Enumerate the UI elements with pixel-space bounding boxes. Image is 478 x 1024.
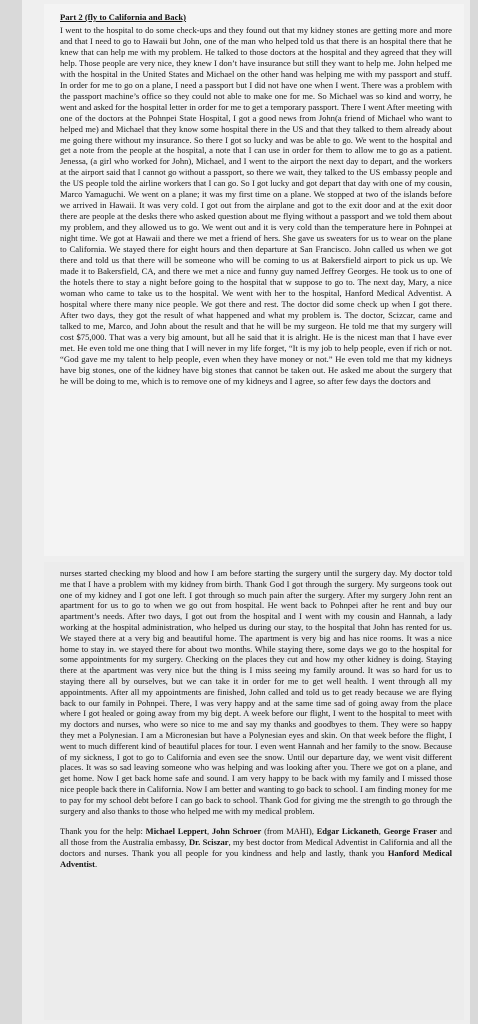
paragraph-2: nurses started checking my blood and how I am before starting the surgery until the surgery day. My doctor told me that I have a problem with my kidney from birth. Thank God I got through the surgery. My surgeons took out one of my kidney and I got one left. I got through so much pain after the surgery. After my surgery John rent an apartment for us to go to when we go out from hospital. He went back to Pohnpei after he rent and buy our apartment’s needs. After two days, I got out from the hospital and I went with my cousin and Hannah, a lady working at the hospital administration, who helped us during our stay, to the hospital that John has rented for us. We stayed there at a very big and beautiful home. The apartment is very big and has nice rooms. It was a nice home to stay in. we stayed there for about two months. While staying there, some days we go to the hospital for some appointments for my surgery. Checking on the places they cut and how my other kidney is doing. Staying there at the apartment was very nice but the thing is I miss seeing my family around. It was so hard for us to staying there all by ourselves, but we can take it in order for me to get well health. I went through all my appointments. After all my appointments are finished, John called and told us to get ready because we are flying back to our family in Pohnpei. There, I was very happy and at the same time sad of going away from the place where I got healed or going away from my big dept. A week before our flight, I went to the hospital to meet with my doctors and nurses, who were so nice to me and say my thanks and goodbyes to them. They were so happy they met a Polynesian. I am a Micronesian but have a Polynesian eyes and skin. On that week before the flight, I went to much different kind of beautiful places for tour. I even went Hannah and her family to the snow. Because of my sickness, I got to go to California and even see the snow. Until our departure day, we went visit different places. It was so sad leaving someone who was helping and was looking after you. There we got on a plane, and get home. Now I get back home safe and sound. I am very happy to be back with my family and I missed those nice people back there in California. Now I am better and wanting to go back to school. I am finding money for me to pay for my school debt before I can go back to school. Thank God for giving me the strength to go through the surgery and also thanks to those who helped me with my medical problem. [60,568,452,816]
thanks-text: . [94,858,98,869]
thanks-text: (from MAHI), [261,826,317,837]
acknowledgements [60,826,452,869]
thanks-text: , [378,826,384,837]
page-section-2 [44,562,464,1020]
thanks-name: Edgar Lickaneth [316,826,379,837]
thanks-text: , my best doctor from Medical Adventist in California and all the doctors and nurses. Thank you all people for you kindness and help and lastly, thank you [60,837,452,858]
scanned-sheet [22,0,470,1024]
thanks-name: John Schroer [211,826,262,837]
thanks-intro: Thank you for the help: [60,826,146,837]
thanks-name: Hanford Medical Adventist [60,847,452,869]
thanks-name: Michael Leppert [145,826,207,837]
page-section-1 [44,4,464,556]
paragraph-1: I went to the hospital to do some check-ups and they found out that my kidney stones are getting more and more and that I need to go to Hawaii but John, one of the man who helped told us that there is an hospital there that he knew that can help me with my problem. He talked to those doctors at the hospital and they agreed that they will help. Those people are very nice, they knew I don’t have insurance but still they want to help me. John helped me with the hospital in the United States and Michael on the other hand was helping me with my passport and stuff. In order for me to go on a plane, I need a passport but I did not have one when I went. There was a problem with the passport machine’s office so they could not able to make one for me. So Michael was so kind and worry, he went and asked for the hospital letter in order for me to get a temporary passport. There I went After meeting with one of the doctors at the Pohnpei State Hospital, I got a good news from John(a friend of Michael who want to helped me) and Michael that they know some hospital there in the US and that they talked to them already about me going there without my insurance. So there I got so lucky and was be able to go. We went to the hospital and get a note from the people at the hospital, a note that I can use in order for them to allow me to go as a patient. Jenessa, (a girl who worked for John), Michael, and I went to the airport the next day to depart, and the workers at the airport said that I cannot go without a passport, so there we wait, they talked to the US embassy people and the US people told the airline workers that I can go. So I got lucky and got depart that day with one of my cousin, Marco Yamaguchi. We went on a plane; it was my first time on a plane. We stopped at two of the islands before we arrived in Hawaii. It was very cold. I got out from the airplane and got to the exit door and at the exit door there are people at the desks there who asked question about me flying without a passport and we told them about my problem, and they allowed us to go. We went out and it is very cold than the temperature here in Pohnpei at night time. We got at Hawaii and there we met a friend of hers. She gave us sweaters for us to wear on the plane to California. We stayed there for eight hours and then departure at San Francisco. John called us when we got there and told us that there will be someone who will be coming to us at Bakersfield airport to pick us up. We made it to Bakersfield, CA, and there we met a nice and funny guy named Jeffrey Georges. He took us to one of the hotels there to stay a night before going to the hospital that w suppose to go to. The next day, Mary, a nice woman who came to take us to the hospital. We went with her to the hospital, Hanford Medical Adventist. A hospital where there many nice people. We got there and rest. The doctor did some check up when I got there. After two days, they got the result of what happened and what my problem is. The doctor, Scizcar, came and talked to me, Marco, and John about the result and that he will be my surgeon. He told me that my surgery will cost $75,000. That was a very big amount, but all he said that it is alright. He is the nicest man that I have ever met. He even told me one thing that I will never in my life forget, “It is my job to help people, even if rich or not. “God gave me my talent to help people, even when they have money or not.” He even told me that my kidneys have big stones, one of the kidney have big stones that cannot be taken out. He asked me about the surgery that he will be doing to me, which is to remove one of my kidneys and I agree, so after few days the doctors and [60,25,452,386]
thanks-text: and all those from the Australia embassy, [60,826,453,848]
thanks-text: , [207,826,212,837]
page-title: Part 2 (fly to California and Back) [60,12,187,22]
thanks-name: Dr. Sciszar [188,837,229,848]
thanks-name: George Fraser [383,826,437,837]
